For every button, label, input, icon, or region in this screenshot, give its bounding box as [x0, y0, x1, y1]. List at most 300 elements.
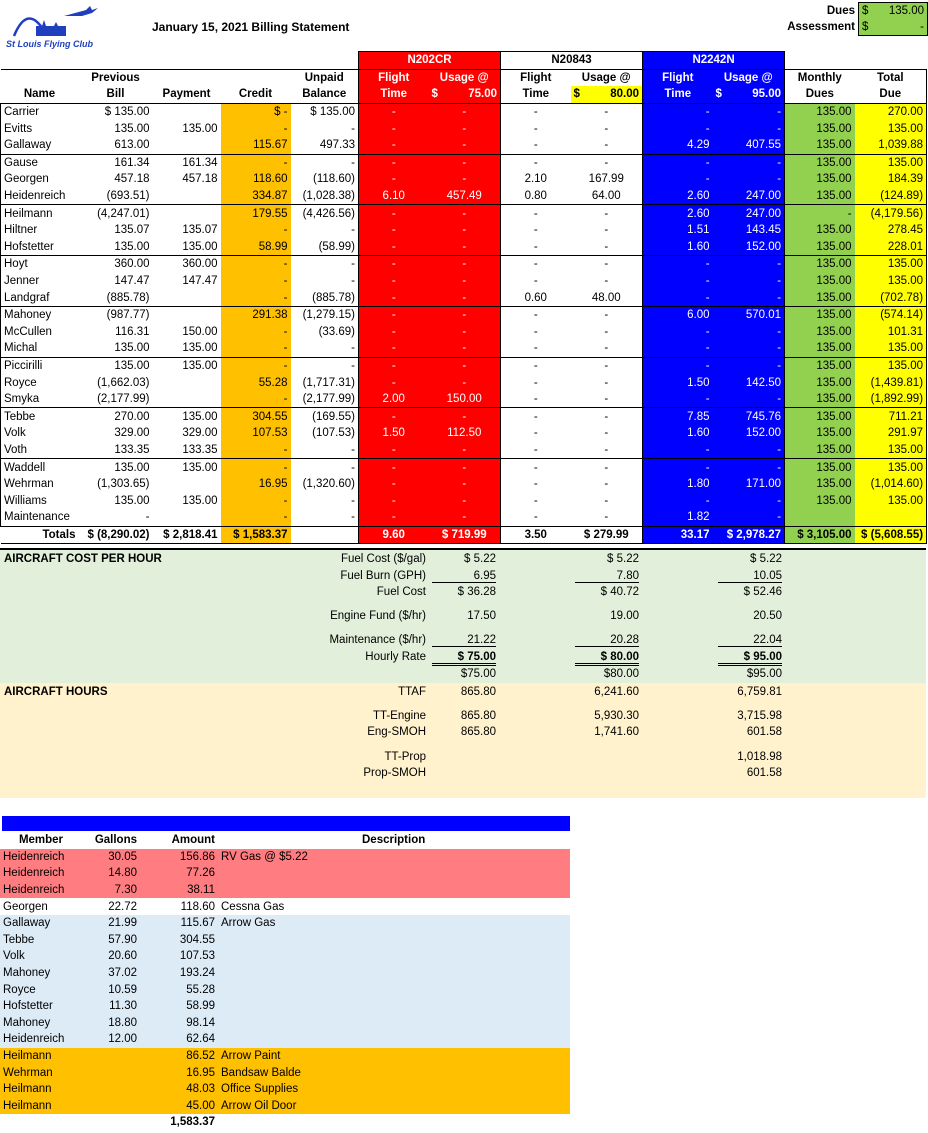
member-cell: -	[571, 239, 643, 256]
member-row	[1, 256, 927, 273]
member-name: Gause	[1, 154, 79, 171]
dues-label: Dues	[826, 4, 855, 17]
member-cell: 4.29	[643, 137, 713, 154]
member-cell: 613.00	[79, 137, 153, 154]
member-cell: 135.00	[855, 120, 927, 137]
member-cell: -	[429, 103, 501, 120]
member-row	[1, 442, 927, 459]
fuel-description: Arrow Gas	[221, 917, 276, 930]
member-cell: -	[429, 340, 501, 357]
fuel-row	[0, 1048, 570, 1065]
fuel-col-member: Member	[18, 834, 64, 847]
member-cell: -	[713, 273, 785, 290]
member-cell: -	[221, 324, 291, 341]
cost-value: 19.00	[610, 610, 639, 622]
member-cell: 142.50	[713, 374, 785, 391]
statement-title: January 15, 2021 Billing Statement	[152, 20, 350, 34]
fuel-member: Gallaway	[3, 917, 51, 930]
member-cell: -	[429, 239, 501, 256]
hours-row-label: TT-Prop	[384, 751, 426, 763]
member-row	[1, 273, 927, 290]
fuel-description	[218, 932, 570, 949]
hours-value: 865.80	[460, 710, 496, 722]
member-cell: -	[221, 154, 291, 171]
fuel-description	[218, 1015, 570, 1032]
assessment-value-cell: $ -	[859, 19, 928, 36]
member-cell: -	[429, 476, 501, 493]
member-cell: 135.00	[855, 492, 927, 509]
member-cell: -	[221, 289, 291, 306]
fuel-amount: 62.64	[186, 1033, 215, 1046]
member-cell: -	[643, 340, 713, 357]
member-cell: -	[501, 425, 571, 442]
member-cell: $ 135.00	[310, 106, 355, 119]
member-cell: 135.00	[785, 171, 855, 188]
fuel-gallons: 12.00	[108, 1033, 137, 1046]
member-cell: 2.60	[643, 188, 713, 205]
member-name: Michal	[1, 340, 79, 357]
col-unpaid: Balance	[291, 86, 359, 103]
member-cell: -	[359, 408, 429, 425]
member-cell: 2.00	[359, 391, 429, 408]
member-row	[1, 391, 927, 408]
fuel-gallons	[82, 1081, 140, 1098]
member-cell: 457.18	[114, 173, 150, 186]
cost-row-label: Hourly Rate	[365, 651, 426, 663]
member-cell: 135.00	[785, 103, 855, 120]
member-cell	[153, 374, 221, 391]
member-cell: -	[713, 391, 785, 408]
member-cell	[153, 476, 221, 493]
hours-value: 601.58	[746, 767, 782, 779]
member-cell: 135.00	[785, 222, 855, 239]
cost-value: $75.00	[460, 668, 496, 680]
member-cell	[785, 509, 855, 526]
member-cell: (4,426.56)	[302, 207, 355, 220]
member-cell: -	[291, 509, 359, 526]
totals-cell: $ 719.99	[429, 526, 501, 544]
member-cell: -	[571, 154, 643, 171]
member-name: Mahoney	[1, 306, 79, 323]
member-name: Smyka	[1, 391, 79, 408]
member-cell: 135.00	[785, 425, 855, 442]
member-cell: -	[571, 374, 643, 391]
member-cell	[153, 188, 221, 205]
member-cell: -	[501, 256, 571, 273]
member-cell: -	[221, 459, 291, 476]
member-cell: -	[359, 256, 429, 273]
member-cell: 135.00	[785, 256, 855, 273]
logo-text: St Louis Flying Club	[6, 39, 93, 49]
fuel-member: Heidenreich	[3, 1033, 65, 1046]
member-cell: -	[713, 340, 785, 357]
member-cell: -	[571, 492, 643, 509]
totals-cell: $ 3,105.00	[785, 526, 855, 544]
member-cell: 167.99	[571, 171, 643, 188]
member-row	[1, 374, 927, 391]
member-cell: -	[713, 103, 785, 120]
member-cell: (107.53)	[312, 427, 355, 440]
dues-box	[772, 2, 928, 36]
cost-value: $80.00	[603, 668, 639, 680]
member-cell: -	[351, 224, 355, 237]
member-name: Jenner	[1, 273, 79, 290]
hours-value: 865.80	[460, 726, 496, 738]
member-cell: 112.50	[429, 425, 501, 442]
fuel-row	[0, 948, 570, 965]
member-name: McCullen	[1, 324, 79, 341]
member-cell: -	[501, 324, 571, 341]
member-cell: -	[501, 442, 571, 459]
member-row	[1, 408, 927, 425]
member-cell: 135.00	[785, 476, 855, 493]
col-name: Name	[1, 86, 79, 103]
member-cell: -	[359, 442, 429, 459]
member-cell: -	[643, 154, 713, 171]
member-cell: -	[351, 359, 355, 372]
member-cell: -	[221, 340, 291, 357]
cost-value: $ 5.22	[607, 553, 639, 565]
member-cell: -	[501, 222, 571, 239]
member-cell: 228.01	[855, 239, 927, 256]
member-cell: -	[501, 306, 571, 323]
fuel-amount: 55.28	[186, 983, 215, 996]
fuel-description	[218, 965, 570, 982]
cost-value: 10.05	[718, 570, 782, 583]
member-cell: 135.00	[785, 137, 855, 154]
member-cell: -	[571, 103, 643, 120]
member-cell: -	[351, 275, 355, 288]
member-cell: 1.60	[643, 425, 713, 442]
fuel-row	[0, 898, 570, 915]
fuel-member: Mahoney	[3, 967, 51, 980]
cost-row-label: Engine Fund ($/hr)	[330, 610, 426, 622]
member-row	[1, 425, 927, 442]
cost-row-label: Fuel Burn (GPH)	[340, 570, 426, 582]
totals-cell: $ 1,583.37	[221, 526, 291, 544]
fuel-row	[0, 981, 570, 998]
member-cell: -	[571, 137, 643, 154]
member-cell: (1,662.03)	[97, 376, 150, 389]
fuel-amount: 98.14	[186, 1016, 215, 1029]
member-cell: 135.00	[153, 239, 221, 256]
member-cell: -	[501, 492, 571, 509]
member-cell: 329.00	[182, 427, 218, 440]
fuel-description: Bandsaw Balde	[221, 1066, 301, 1079]
fuel-row	[0, 1098, 570, 1115]
hours-value: 865.80	[460, 686, 496, 698]
member-cell: 1.50	[359, 425, 429, 442]
member-cell: 1.80	[643, 476, 713, 493]
fuel-gallons: 57.90	[108, 933, 137, 946]
member-cell: -	[713, 442, 785, 459]
member-cell: 291.38	[221, 306, 291, 323]
member-cell: 135.00	[785, 188, 855, 205]
member-row	[1, 459, 927, 476]
member-cell: -	[359, 171, 429, 188]
fuel-row	[0, 965, 570, 982]
member-name: Evitts	[1, 120, 79, 137]
member-cell: 457.18	[182, 173, 218, 186]
totals-cell: $ 2,818.41	[153, 526, 221, 544]
member-cell: 135.00	[855, 442, 927, 459]
member-row	[1, 509, 927, 526]
cost-value: 22.04	[718, 634, 782, 647]
member-name: Tebbe	[1, 408, 79, 425]
fuel-row	[0, 865, 570, 882]
fuel-col-gallons: Gallons	[94, 834, 137, 847]
totals-cell: $ 279.99	[571, 526, 643, 544]
fuel-gallons: 14.80	[108, 867, 137, 880]
member-cell: -	[221, 492, 291, 509]
member-cell: -	[713, 492, 785, 509]
member-cell: 304.55	[221, 408, 291, 425]
member-cell: -	[713, 324, 785, 341]
member-cell: -	[429, 509, 501, 526]
col-previous-bill: Bill	[79, 86, 153, 103]
member-cell: -	[571, 459, 643, 476]
member-cell: -	[429, 205, 501, 222]
member-cell: -	[643, 120, 713, 137]
member-name: Royce	[1, 374, 79, 391]
cost-value: $ 36.28	[457, 586, 496, 598]
fuel-amount: 115.67	[180, 917, 215, 930]
member-row	[1, 306, 927, 323]
member-rows	[1, 103, 927, 543]
member-cell: 0.80	[501, 188, 571, 205]
fuel-member: Heidenreich	[3, 867, 65, 880]
hours-row-label: Prop-SMOH	[363, 767, 426, 779]
member-cell: -	[571, 324, 643, 341]
cost-value: $ 5.22	[750, 553, 782, 565]
fuel-description: RV Gas @ $5.22	[221, 850, 308, 863]
member-cell: 135.00	[182, 494, 218, 507]
hours-row-label: TTAF	[398, 686, 426, 698]
col-total-due: Due	[855, 86, 927, 103]
member-cell: 135.00	[79, 239, 153, 256]
fuel-gallons: 7.30	[114, 884, 137, 897]
member-cell: 1.51	[643, 222, 713, 239]
member-cell: -	[501, 374, 571, 391]
member-cell: -	[643, 357, 713, 374]
member-cell: -	[429, 442, 501, 459]
member-cell: -	[643, 459, 713, 476]
cost-row-label: Fuel Cost ($/gal)	[340, 553, 426, 565]
member-cell: -	[501, 273, 571, 290]
member-cell: -	[713, 289, 785, 306]
member-row	[1, 492, 927, 509]
fuel-row	[0, 1081, 570, 1098]
member-name: Carrier	[1, 103, 79, 120]
fuel-member: Hofstetter	[3, 1000, 53, 1013]
aircraft-header-3: N2242N	[643, 52, 785, 70]
fuel-member: Volk	[3, 950, 25, 963]
member-cell: -	[359, 239, 429, 256]
aircraft-hours-section	[0, 683, 926, 798]
assessment-value: -	[920, 21, 924, 33]
member-row	[1, 476, 927, 493]
member-cell: 161.34	[182, 156, 218, 169]
fuel-amount: 86.52	[186, 1050, 215, 1063]
member-cell: 1.82	[643, 509, 713, 526]
dues-value-cell: $ 135.00	[859, 3, 928, 20]
member-name: Georgen	[1, 171, 79, 188]
member-cell: 135.07	[114, 224, 150, 237]
member-cell: -	[359, 137, 429, 154]
member-cell: -	[359, 340, 429, 357]
member-cell: -	[571, 306, 643, 323]
member-cell: 133.35	[79, 442, 153, 459]
member-cell: -	[221, 256, 291, 273]
member-cell: -	[501, 340, 571, 357]
member-cell: 135.00	[785, 459, 855, 476]
fuel-description	[218, 998, 570, 1015]
fuel-gallons: 10.59	[108, 983, 137, 996]
member-cell: 135.00	[785, 374, 855, 391]
member-cell: 171.00	[713, 476, 785, 493]
member-name: Hiltner	[1, 222, 79, 239]
member-cell: 135.00	[79, 340, 153, 357]
fuel-credit-table	[0, 832, 570, 1131]
fuel-gallons: 11.30	[109, 1000, 137, 1013]
fuel-gallons: 18.80	[108, 1016, 137, 1029]
member-cell: (1,320.60)	[302, 478, 355, 491]
member-name: Hoyt	[1, 256, 79, 273]
cost-value: $ 52.46	[743, 586, 782, 598]
member-cell: -	[713, 459, 785, 476]
member-cell: -	[359, 492, 429, 509]
member-cell: -	[643, 256, 713, 273]
member-cell: -	[221, 120, 291, 137]
member-cell: 135.00	[785, 289, 855, 306]
member-cell: -	[501, 137, 571, 154]
member-cell: 497.33	[291, 137, 359, 154]
member-cell: 55.28	[221, 374, 291, 391]
member-cell: -	[359, 289, 429, 306]
hours-value: 3,715.98	[737, 710, 782, 722]
member-cell: 135.00	[785, 408, 855, 425]
member-cell: 143.45	[713, 222, 785, 239]
fuel-amount: 118.60	[180, 900, 215, 913]
member-cell: -	[351, 156, 355, 169]
hours-row-label: Eng-SMOH	[367, 726, 426, 738]
fuel-member: Royce	[3, 983, 36, 996]
member-cell: -	[501, 120, 571, 137]
fuel-amount: 45.00	[186, 1099, 215, 1112]
fuel-col-amount: Amount	[171, 834, 215, 847]
member-cell: 2.10	[501, 171, 571, 188]
member-cell: -	[571, 222, 643, 239]
arch-plane-icon	[6, 4, 106, 38]
member-cell: -	[221, 391, 291, 408]
member-cell: -	[351, 494, 355, 507]
member-cell: -	[643, 324, 713, 341]
member-cell: -	[429, 374, 501, 391]
member-cell: 360.00	[182, 258, 218, 271]
member-cell: -	[571, 425, 643, 442]
fuel-gallons	[82, 1064, 140, 1081]
member-cell: -	[571, 408, 643, 425]
member-cell: 6.00	[643, 306, 713, 323]
member-cell: 179.55	[221, 205, 291, 222]
member-cell: -	[429, 222, 501, 239]
member-cell: -	[643, 273, 713, 290]
member-cell: (693.51)	[79, 188, 153, 205]
member-cell: 135.00	[855, 340, 927, 357]
member-cell: -	[501, 103, 571, 120]
fuel-gallons	[82, 1098, 140, 1115]
member-name: Voth	[1, 442, 79, 459]
member-row	[1, 239, 927, 256]
member-cell: $ 135.00	[104, 106, 150, 119]
member-cell: 135.00	[114, 359, 150, 372]
member-row	[1, 120, 927, 137]
member-cell: -	[221, 509, 291, 526]
member-cell: 147.47	[182, 275, 218, 288]
member-cell: (885.78)	[291, 289, 359, 306]
totals-cell: $ (8,290.02)	[79, 526, 153, 544]
fuel-amount: 304.55	[179, 933, 215, 946]
member-cell: 135.00	[785, 492, 855, 509]
member-cell: 1,039.88	[855, 137, 927, 154]
member-cell: 270.00	[114, 410, 150, 423]
member-cell: 135.00	[785, 239, 855, 256]
member-cell: 135.00	[785, 306, 855, 323]
member-cell: 457.49	[429, 188, 501, 205]
fuel-member: Heidenreich	[3, 884, 65, 897]
club-logo	[6, 4, 106, 50]
member-row	[1, 289, 927, 306]
member-name: Williams	[1, 492, 79, 509]
member-cell: -	[351, 461, 355, 474]
member-cell: 7.85	[643, 408, 713, 425]
member-cell: (124.89)	[855, 188, 927, 205]
member-cell: 150.00	[429, 391, 501, 408]
aircraft-cost-section	[0, 548, 926, 684]
member-cell: 1.60	[643, 239, 713, 256]
member-cell: (1,028.38)	[291, 188, 359, 205]
member-cell: 135.00	[114, 494, 150, 507]
fuel-member: Mahoney	[3, 1016, 51, 1029]
cost-row-label: Maintenance ($/hr)	[329, 634, 426, 646]
member-cell	[153, 103, 221, 120]
cost-row-label: Fuel Cost	[376, 586, 426, 598]
member-cell: -	[571, 357, 643, 374]
fuel-gallons: 21.99	[108, 917, 137, 930]
totals-label: Totals	[1, 526, 79, 544]
fuel-amount: 58.99	[186, 1000, 215, 1013]
member-cell: 247.00	[713, 205, 785, 222]
fuel-description: Office Supplies	[221, 1083, 299, 1096]
member-cell: 135.00	[153, 340, 221, 357]
member-cell: -	[351, 258, 355, 271]
fuel-gallons: 20.60	[108, 950, 137, 963]
member-cell: (4,247.01)	[97, 207, 150, 220]
fuel-member: Wehrman	[3, 1066, 53, 1079]
member-cell: 329.00	[114, 427, 150, 440]
member-cell: -	[429, 256, 501, 273]
member-name: Piccirilli	[1, 357, 79, 374]
member-cell: (4,179.56)	[855, 205, 927, 222]
fuel-gallons: 30.05	[108, 850, 137, 863]
member-cell: 152.00	[713, 239, 785, 256]
member-cell: -	[785, 205, 855, 222]
member-cell: -	[643, 442, 713, 459]
billing-table: N202CR N20843 N2242N Previous Unpaid Flight Usage @ Flight Usage @ Flight Usage @ Monthly Total Name Bill Payment Credit Balance Time $ 75.00 Time $ 80.00 Time $ 95.00 Dues Due Carrier $ 135.00 $ - $ 135.00 - - - - - - 135.00 270.00 Evitts 135.00 135.00 - - - - - - - - 135.00 135.00 Gallaway 613.00 115.67 497.33 - - - - 4.29 407.55 135.00 1,039.88 Gause 161.34 161.34 - - - - - - - - 135.00 135.00 Georgen 457.18 457.18 118.60 (118.60) - - 2.10 167.99 - - 135.00 184.39 Heidenreich (693.51) 334.87 (1,028.38) 6.10 457.49 0.80 64.00 2.60 247.00 135.00 (124.89) Heilmann (4,247.01) 179.55 (4,426.56) - - - - 2.60 247.00 - (4,179.56) Hiltner 135.07 135.07 - - - - - - 1.51 143.45 135.00 278.45 Hofstetter 135.00 135.00 58.99 (58.99) - - - - 1.60 152.00 135.00 228.01 Hoyt 360.00 360.00 - - - - - - - - 135.00 135.00 Jenner 147.47 147.47 - - - - - - - - 135.00 135.00 Landgraf (885.78) - (885.78) - - 0.60 48.00 - - 135.00 (702.78) Mahoney (987.77) 291.38 (1,279.15) - - - - 6.00 570.01 135.00 (574.14) McCullen 116.31 150.00 - (33.69) - - - - - - 135.00 101.31 Michal 135.00 135.00 - - - - - - - - 135.00 135.00 Piccirilli 135.00 135.00 - - - - - - - - 135.00 135.00 Royce (1,662.03) 55.28 (1,717.31) - - - - 1.50 142.50 135.00 (1,439.81) Smyka (2,177.99) - (2,177.99) 2.00 150.00 - - - - 135.00 (1,892.99) Tebbe 270.00 135.00 304.55 (169.55) - - - - 7.85 745.76 135.00 711.21 Volk 329.00 329.00 107.53 (107.53) 1.50 112.50 - - 1.60 152.00 135.00 291.97 Voth 133.35 133.35 - - - - - - - - 135.00 135.00 Waddell 135.00 135.00 - - - - - - - - 135.00 135.00 Wehrman (1,303.65) 16.95 (1,320.60) - - - - 1.80 171.00 135.00 (1,014.60) Williams 135.00 135.00 - - - - - - - - 135.00 135.00 Maintenance - - - - - - - 1.82 - Totals $ (8,290.02) $ 2,818.41 $ 1,583.37 9.60 $ 719.99 3.50 $ 279.99 33.17 $ 2,978.27 $ 3,105.00 $ (5,608.55)	[0, 51, 927, 544]
member-cell: -	[359, 459, 429, 476]
hours-value: 601.58	[746, 726, 782, 738]
member-cell	[153, 205, 221, 222]
